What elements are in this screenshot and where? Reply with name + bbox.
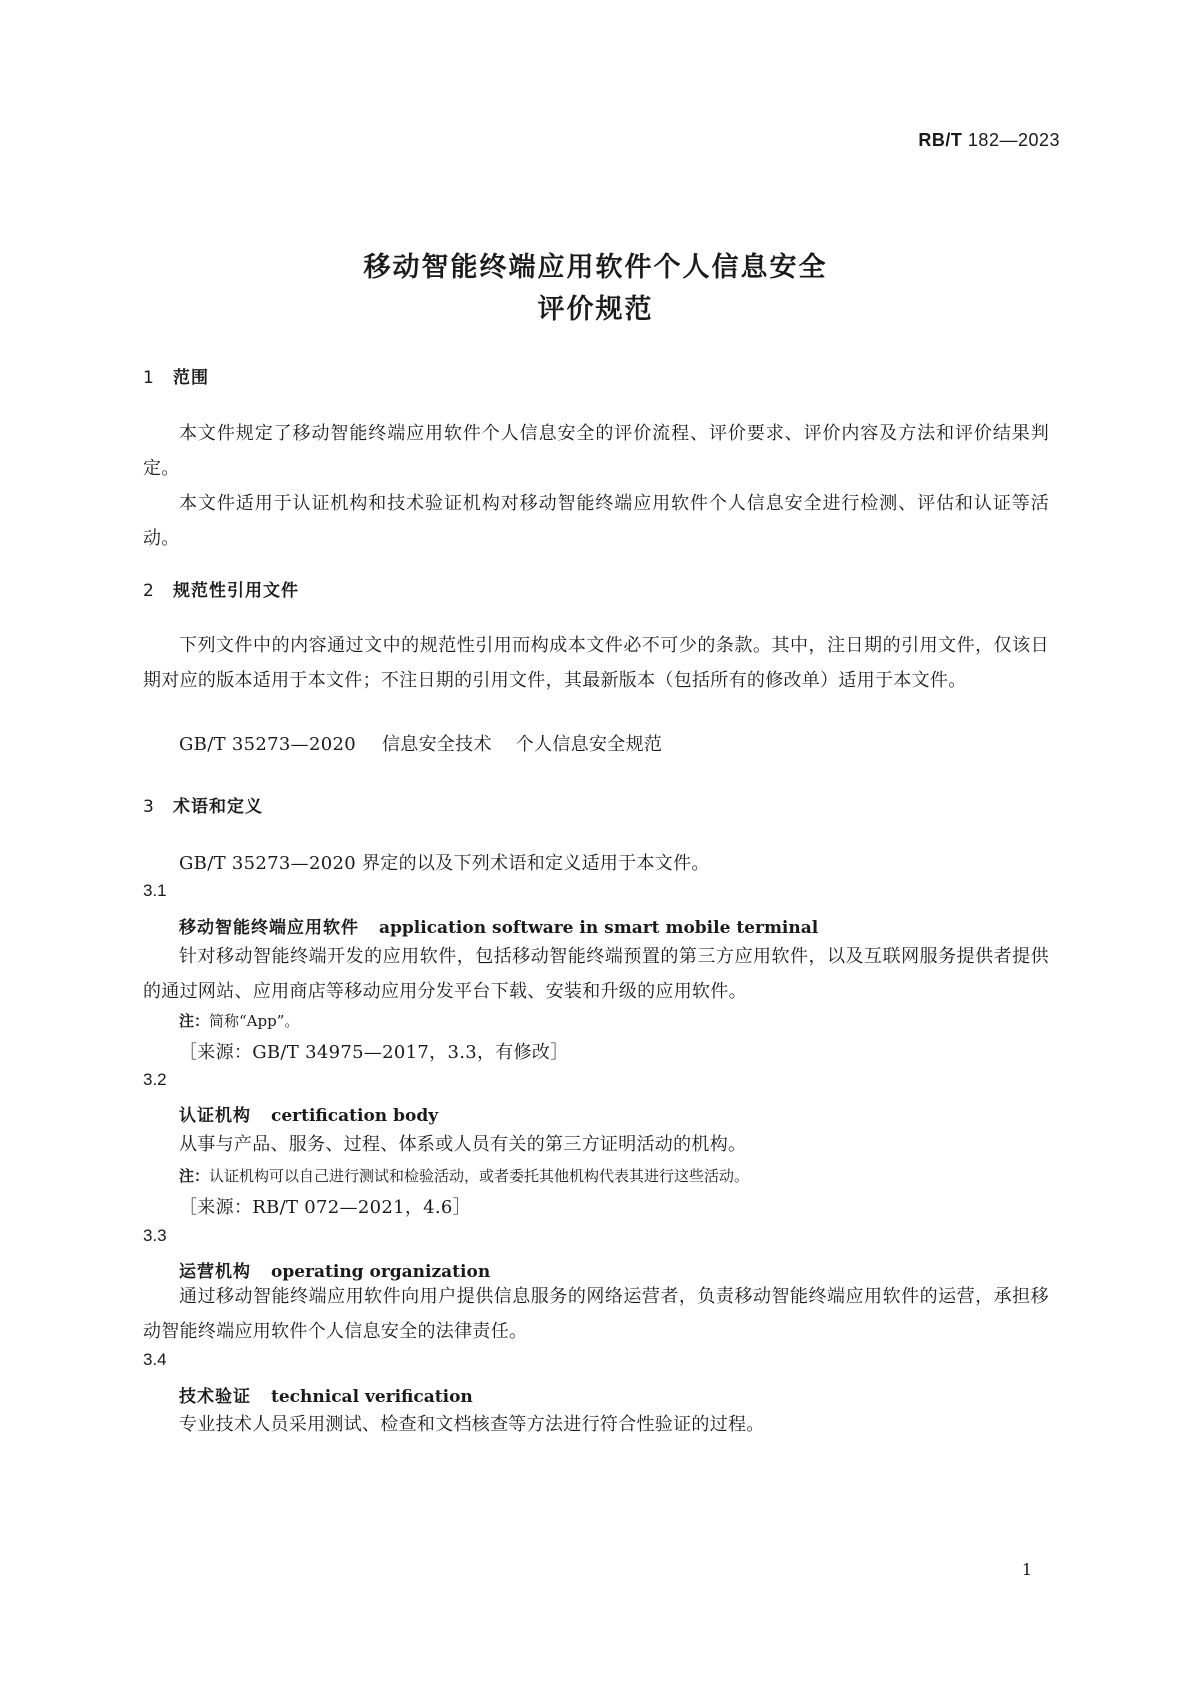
term-source: ［来源：RB/T 072—2021，4.6］ (179, 1197, 471, 1218)
section-number: 2 (143, 581, 155, 601)
term-en: application software in smart mobile terminal (379, 918, 819, 938)
term-note (179, 1010, 299, 1031)
section-title: 规范性引用文件 (173, 581, 299, 601)
term-definition: 通过移动智能终端应用软件向用户提供信息服务的网络运营者，负责移动智能终端应用软件的运营，承担移动智能终端应用软件个人信息安全的法律责任。 (143, 1286, 1049, 1342)
note-label: 注： (179, 1167, 210, 1185)
term-number: 3.2 (143, 1070, 167, 1089)
term-heading (179, 913, 818, 938)
reference-title-part2: 个人信息安全规范 (515, 734, 663, 755)
section-title: 范围 (173, 368, 209, 388)
term-definition: 从事与产品、服务、过程、体系或人员有关的第三方证明活动的机构。 (179, 1134, 747, 1155)
section-2-paragraph-1: 下列文件中的内容通过文中的规范性引用而构成本文件必不可少的条款。其中，注日期的引用文件，仅该日期对应的版本适用于本文件；不注日期的引用文件，其最新版本（包括所有的修改单）适用于本文件。 (143, 635, 1049, 691)
term-heading (179, 1382, 473, 1407)
document-title-line1: 移动智能终端应用软件个人信息安全 (363, 252, 828, 283)
term-zh: 认证机构 (179, 1106, 251, 1126)
section-1-paragraph-2: 本文件适用于认证机构和技术验证机构对移动智能终端应用软件个人信息安全进行检测、评估和认证等活动。 (143, 493, 1049, 549)
term-heading (179, 1101, 438, 1126)
document-title-line2: 评价规范 (537, 294, 654, 325)
normative-reference (179, 730, 662, 756)
section-2-heading (143, 576, 299, 601)
term-source: ［来源：GB/T 34975—2017，3.3，有修改］ (179, 1042, 569, 1063)
term-zh: 技术验证 (179, 1387, 251, 1407)
section-title: 术语和定义 (173, 797, 263, 817)
term-en: certification body (271, 1106, 439, 1126)
note-label: 注： (179, 1012, 210, 1030)
term-number: 3.4 (143, 1350, 167, 1369)
term-definition: 专业技术人员采用测试、检查和文档核查等方法进行符合性验证的过程。 (179, 1414, 765, 1435)
standard-prefix: RB/T (918, 130, 963, 150)
note-text: 简称“App”。 (209, 1012, 300, 1030)
standard-code: 182—2023 (967, 130, 1060, 150)
section-3-heading (143, 792, 263, 817)
reference-code: GB/T 35273—2020 (179, 734, 356, 755)
term-en: technical verification (271, 1387, 473, 1407)
term-number: 3.3 (143, 1226, 167, 1245)
section-1-paragraph-1: 本文件规定了移动智能终端应用软件个人信息安全的评价流程、评价要求、评价内容及方法和评价结果判定。 (143, 423, 1049, 479)
term-note (179, 1165, 749, 1186)
reference-title-part1: 信息安全技术 (381, 734, 492, 755)
page-number: 1 (1021, 1560, 1032, 1579)
section-number: 1 (143, 368, 155, 388)
term-definition: 针对移动智能终端开发的应用软件，包括移动智能终端预置的第三方应用软件，以及互联网服务提供者提供的通过网站、应用商店等移动应用分发平台下载、安装和升级的应用软件。 (143, 946, 1049, 1002)
note-text: 认证机构可以自己进行测试和检验活动，或者委托其他机构代表其进行这些活动。 (209, 1167, 750, 1185)
standard-number (918, 130, 1060, 151)
term-zh: 移动智能终端应用软件 (179, 918, 359, 938)
section-number: 3 (143, 797, 155, 817)
section-3-intro: GB/T 35273—2020 界定的以及下列术语和定义适用于本文件。 (179, 853, 710, 874)
term-number: 3.1 (143, 881, 167, 900)
term-zh: 运营机构 (179, 1262, 251, 1282)
term-en: operating organization (271, 1262, 491, 1282)
section-1-heading (143, 363, 209, 388)
